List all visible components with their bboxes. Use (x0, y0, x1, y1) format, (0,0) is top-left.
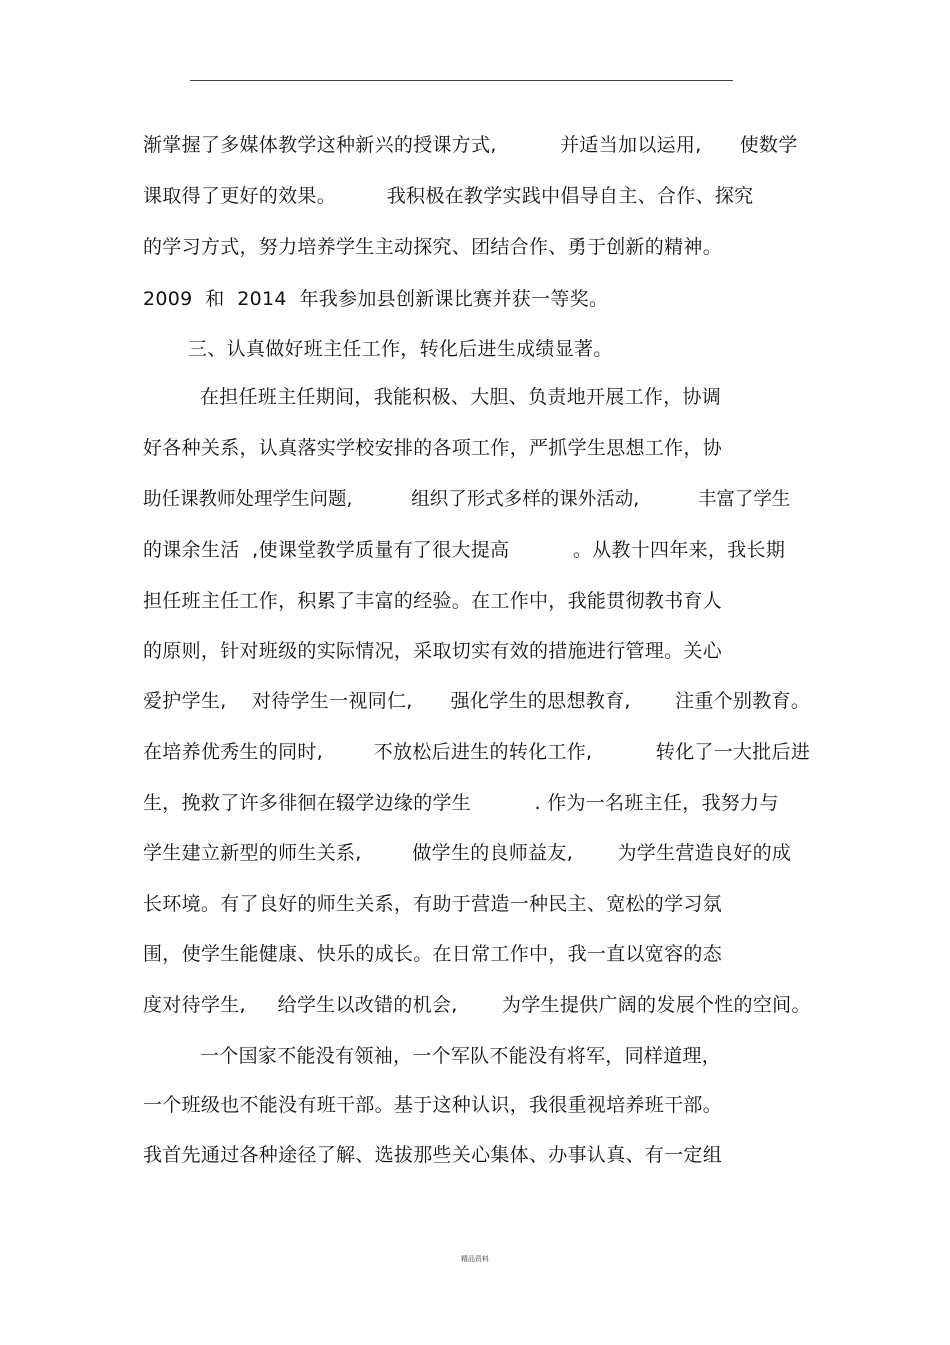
text-line: 爱护学生, 对待学生一视同仁, 强化学生的思想教育, 注重个别教育。 (143, 690, 811, 712)
text-line: 担任班主任工作，积累了丰富的经验。在工作中，我能贯彻教书育人 (143, 590, 723, 612)
text-line: 度对待学生, 给学生以改错的机会, 为学生提供广阔的发展个性的空间。 (143, 994, 811, 1016)
text-line: 渐掌握了多媒体教学这种新兴的授课方式, 并适当加以运用, 使数学 (143, 134, 798, 156)
text-line: 在担任班主任期间，我能积极、大胆、负责地开展工作，协调 (200, 386, 722, 408)
header-rule (190, 80, 733, 81)
text-line: 的课余生活 ,使课堂教学质量有了很大提高 。从教十四年来，我长期 (143, 539, 786, 561)
text-line: 我首先通过各种途径了解、选拔那些关心集体、办事认真、有一定组 (143, 1144, 723, 1166)
text-line: 围，使学生能健康、快乐的成长。在日常工作中，我一直以宽容的态 (143, 943, 723, 965)
text-line: 一个班级也不能没有班干部。基于这种认识，我很重视培养班干部。 (143, 1094, 723, 1116)
text-line: 的学习方式，努力培养学生主动探究、团结合作、勇于创新的精神。 (143, 236, 723, 258)
text-line: 好各种关系，认真落实学校安排的各项工作，严抓学生思想工作，协 (143, 437, 723, 459)
text-line: 生，挽救了许多徘徊在辍学边缘的学生 . 作为一名班主任，我努力与 (143, 792, 779, 814)
text-line: 2009 和 2014 年我参加县创新课比赛并获一等奖。 (143, 288, 609, 310)
section-heading: 三、认真做好班主任工作，转化后进生成绩显著。 (188, 338, 613, 360)
page-footer: 精品资料 (461, 1255, 489, 1263)
text-line: 助任课教师处理学生问题, 组织了形式多样的课外活动, 丰富了学生 (143, 489, 791, 510)
text-line: 学生建立新型的师生关系, 做学生的良师益友, 为学生营造良好的成 (143, 842, 792, 864)
text-line: 在培养优秀生的同时, 不放松后进生的转化工作, 转化了一大批后进 (143, 741, 811, 763)
text-line: 课取得了更好的效果。 我积极在教学实践中倡导自主、合作、探究 (143, 185, 754, 207)
text-line: 长环境。有了良好的师生关系，有助于营造一种民主、宽松的学习氛 (143, 893, 723, 915)
text-line: 一个国家不能没有领袖，一个军队不能没有将军，同样道理， (200, 1045, 722, 1067)
text-line: 的原则，针对班级的实际情况，采取切实有效的措施进行管理。关心 (143, 640, 723, 662)
